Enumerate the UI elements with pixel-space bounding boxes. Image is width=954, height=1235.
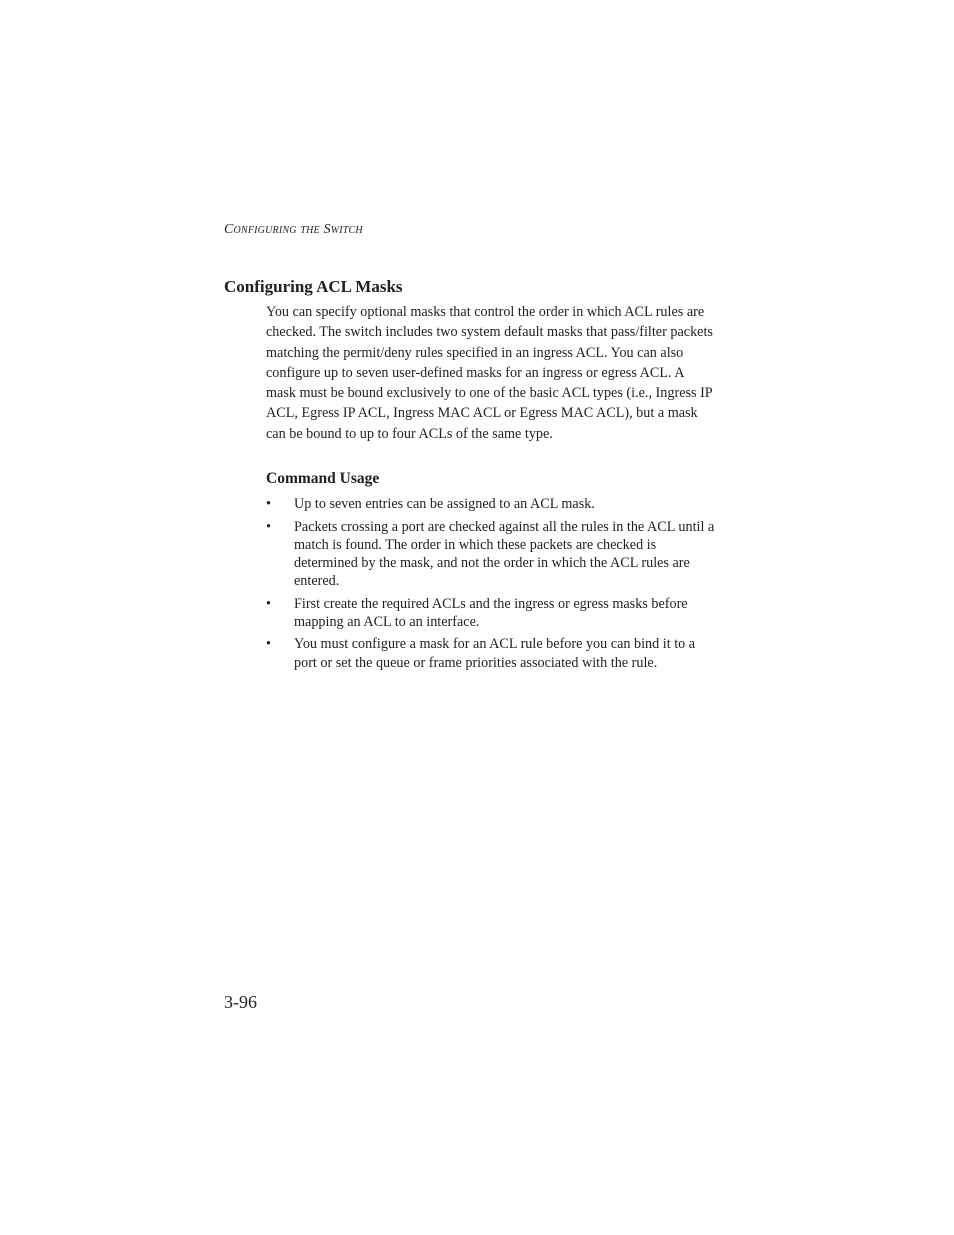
bullet-icon: •	[266, 518, 271, 535]
list-item-text: You must configure a mask for an ACL rule before you can bind it to a port or set the queue or frame priorities associated with the rule.	[294, 636, 696, 671]
list-item-text: Packets crossing a port are checked against all the rules in the ACL until a match is found. The order in which these packets are checked is determined by the mask, and not the order in which the ACL rules are entered.	[294, 518, 715, 590]
list-item	[266, 595, 718, 631]
bullet-icon: •	[266, 595, 271, 612]
list-item-text: Up to seven entries can be assigned to an ACL mask.	[294, 496, 595, 512]
bullet-icon: •	[266, 636, 271, 653]
list-item	[266, 518, 718, 591]
section-title: Configuring ACL Masks	[224, 277, 403, 296]
intro-paragraph: You can specify optional masks that control the order in which ACL rules are checked. The switch includes two system default masks that pass/filter packets matching the permit/deny rules specified in an ingress ACL. You can also configure up to seven user-defined masks for an ingress or egress ACL. A mask must be bound exclusively to one of the basic ACL types (i.e., Ingress IP ACL, Egress IP ACL, Ingress MAC ACL or Egress MAC ACL), but a mask can be bound to up to four ACLs of the same type.	[266, 304, 713, 442]
command-usage-heading: Command Usage	[266, 470, 380, 487]
list-item-text: First create the required ACLs and the ingress or egress masks before mapping an ACL to an interface.	[294, 595, 688, 630]
list-item	[266, 635, 718, 671]
bullet-icon: •	[266, 496, 271, 512]
running-header: Configuring the Switch	[224, 222, 363, 237]
page-number: 3-96	[224, 992, 257, 1012]
command-usage-list	[266, 495, 718, 676]
list-item	[266, 495, 718, 513]
